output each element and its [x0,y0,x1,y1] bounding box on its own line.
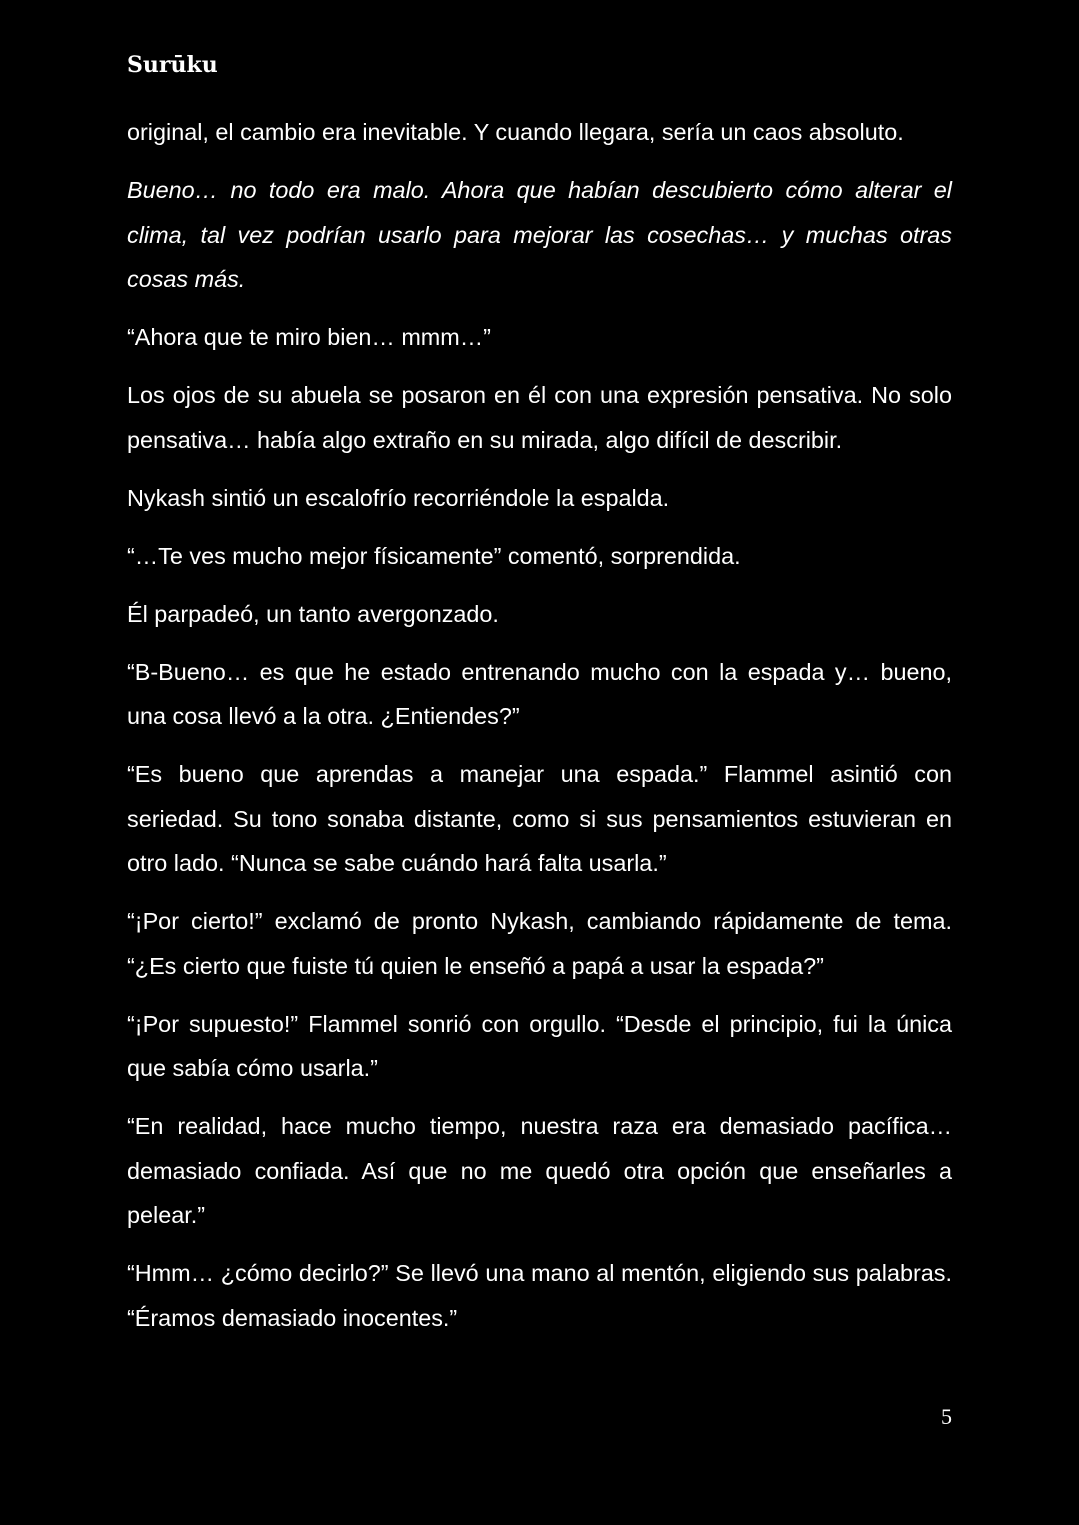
paragraph: Los ojos de su abuela se posaron en él con una expresión pensativa. No solo pensativa… había algo extraño en su mirada, algo difícil de describir. [127,382,952,453]
paragraph: original, el cambio era inevitable. Y cuando llegara, sería un caos absoluto. [127,119,904,145]
paragraph: “¡Por supuesto!” Flammel sonrió con orgullo. “Desde el principio, fui la única que sabía cómo usarla.” [127,1010,952,1081]
paragraph: “Ahora que te miro bien… mmm…” [127,324,491,350]
paragraph: “B-Bueno… es que he estado entrenando mucho con la espada y… bueno, una cosa llevó a la otra. ¿Entiendes?” [127,658,952,729]
paragraph-italic: Bueno… no todo era malo. Ahora que habían descubierto cómo alterar el clima, tal vez podrían usarlo para mejorar las cosechas… y muchas otras cosas más. [127,177,952,292]
body-text [127,110,952,1354]
running-header: Surūku [127,52,218,78]
paragraph: “…Te ves mucho mejor físicamente” comentó, sorprendida. [127,542,741,569]
paragraph: “¡Por cierto!” exclamó de pronto Nykash, cambiando rápidamente de tema. “¿Es cierto que fuiste tú quien le enseñó a papá a usar la espada?” [127,908,952,979]
paragraph: “En realidad, hace mucho tiempo, nuestra raza era demasiado pacífica… demasiado confiada. Así que no me quedó otra opción que enseñarles a pelear.” [127,1113,952,1228]
paragraph: Él parpadeó, un tanto avergonzado. [127,600,499,627]
page-number: 5 [941,1404,952,1429]
paragraph: Nykash sintió un escalofrío recorriéndole la espalda. [127,484,670,511]
paragraph: “Hmm… ¿cómo decirlo?” Se llevó una mano al mentón, eligiendo sus palabras. “Éramos demasiado inocentes.” [127,1260,952,1331]
paragraph: “Es bueno que aprendas a manejar una espada.” Flammel asintió con seriedad. Su tono sonaba distante, como si sus pensamientos estuvieran en otro lado. “Nunca se sabe cuándo hará falta usarla.” [127,761,952,876]
